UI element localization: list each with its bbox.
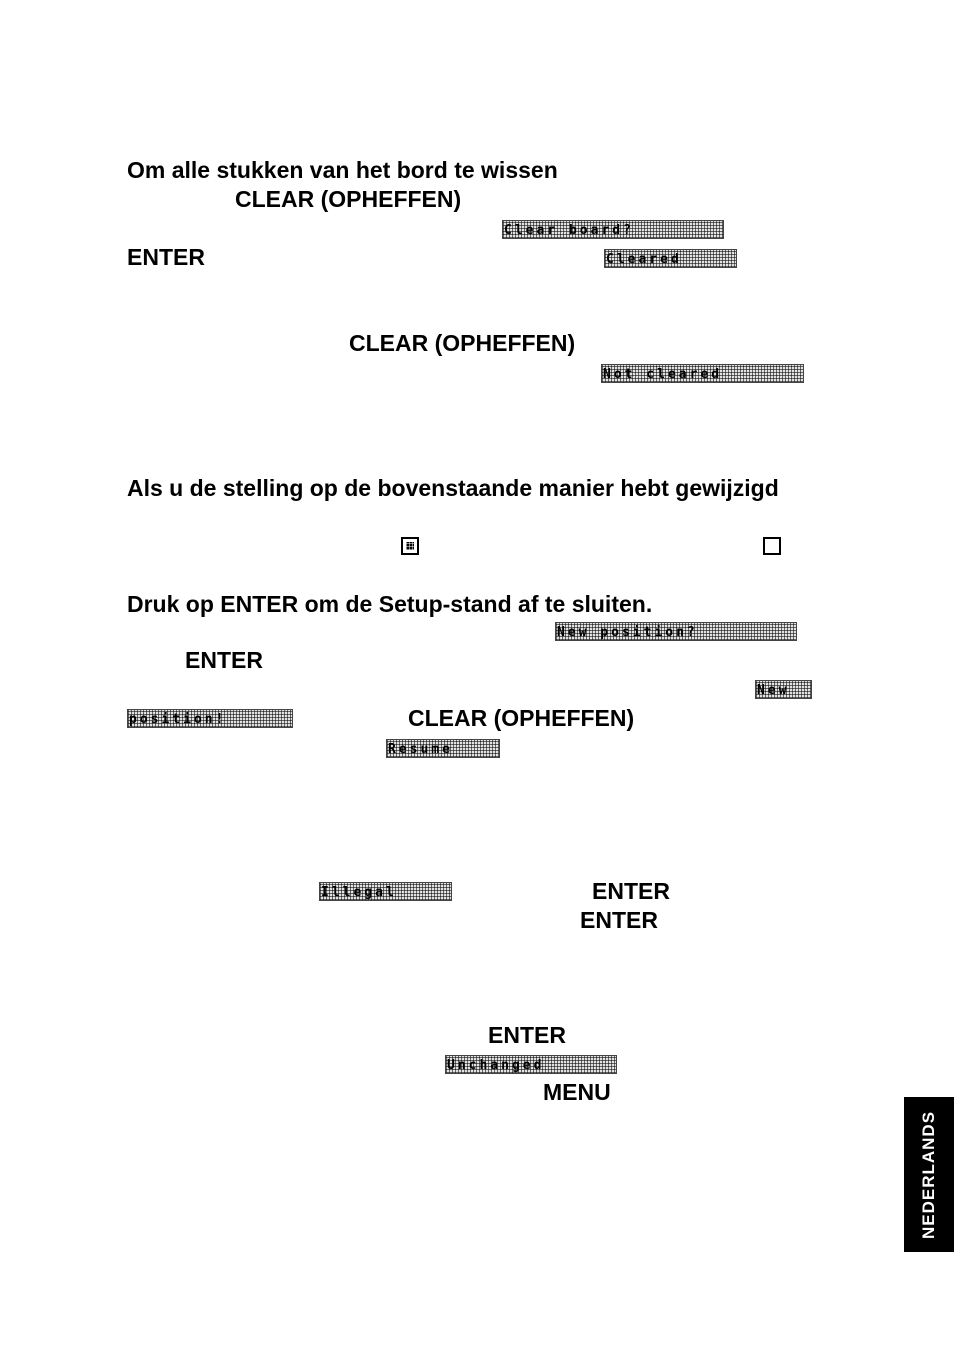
clear-key-label: CLEAR (OPHEFFEN): [349, 330, 576, 356]
enter-key-label: ENTER: [592, 878, 670, 904]
intro-heading: Om alle stukken van het bord te wissen: [127, 157, 558, 183]
menu-key-label: MENU: [543, 1079, 611, 1105]
lcd-not-cleared: Not cleared: [601, 364, 804, 383]
clear-key-label: CLEAR (OPHEFFEN): [408, 705, 635, 731]
lcd-illegal: Illegal: [319, 882, 452, 901]
enter-key-label: ENTER: [580, 907, 658, 933]
black-to-move-square-icon: [763, 537, 781, 555]
lcd-clear-board: Clear board?: [502, 220, 724, 239]
exit-heading: Druk op ENTER om de Setup-stand af te sluiten.: [127, 591, 653, 617]
white-to-move-square-icon: [401, 537, 419, 555]
lcd-position-exclaim: position!: [127, 709, 293, 728]
enter-key-label: ENTER: [185, 647, 263, 673]
lcd-new-position-question: New position?: [555, 622, 797, 641]
language-tab-label: NEDERLANDS: [919, 1110, 938, 1239]
changed-heading: Als u de stelling op de bovenstaande manier hebt gewijzigd: [127, 475, 779, 501]
clear-key-label: CLEAR (OPHEFFEN): [235, 186, 462, 212]
enter-key-label: ENTER: [488, 1022, 566, 1048]
lcd-resume: Resume: [386, 739, 500, 758]
lcd-new: New: [755, 680, 812, 699]
lcd-cleared: Cleared: [604, 249, 737, 268]
lcd-unchanged: Unchanged: [445, 1055, 617, 1074]
language-tab: [904, 1097, 954, 1252]
enter-key-label: ENTER: [127, 244, 205, 270]
